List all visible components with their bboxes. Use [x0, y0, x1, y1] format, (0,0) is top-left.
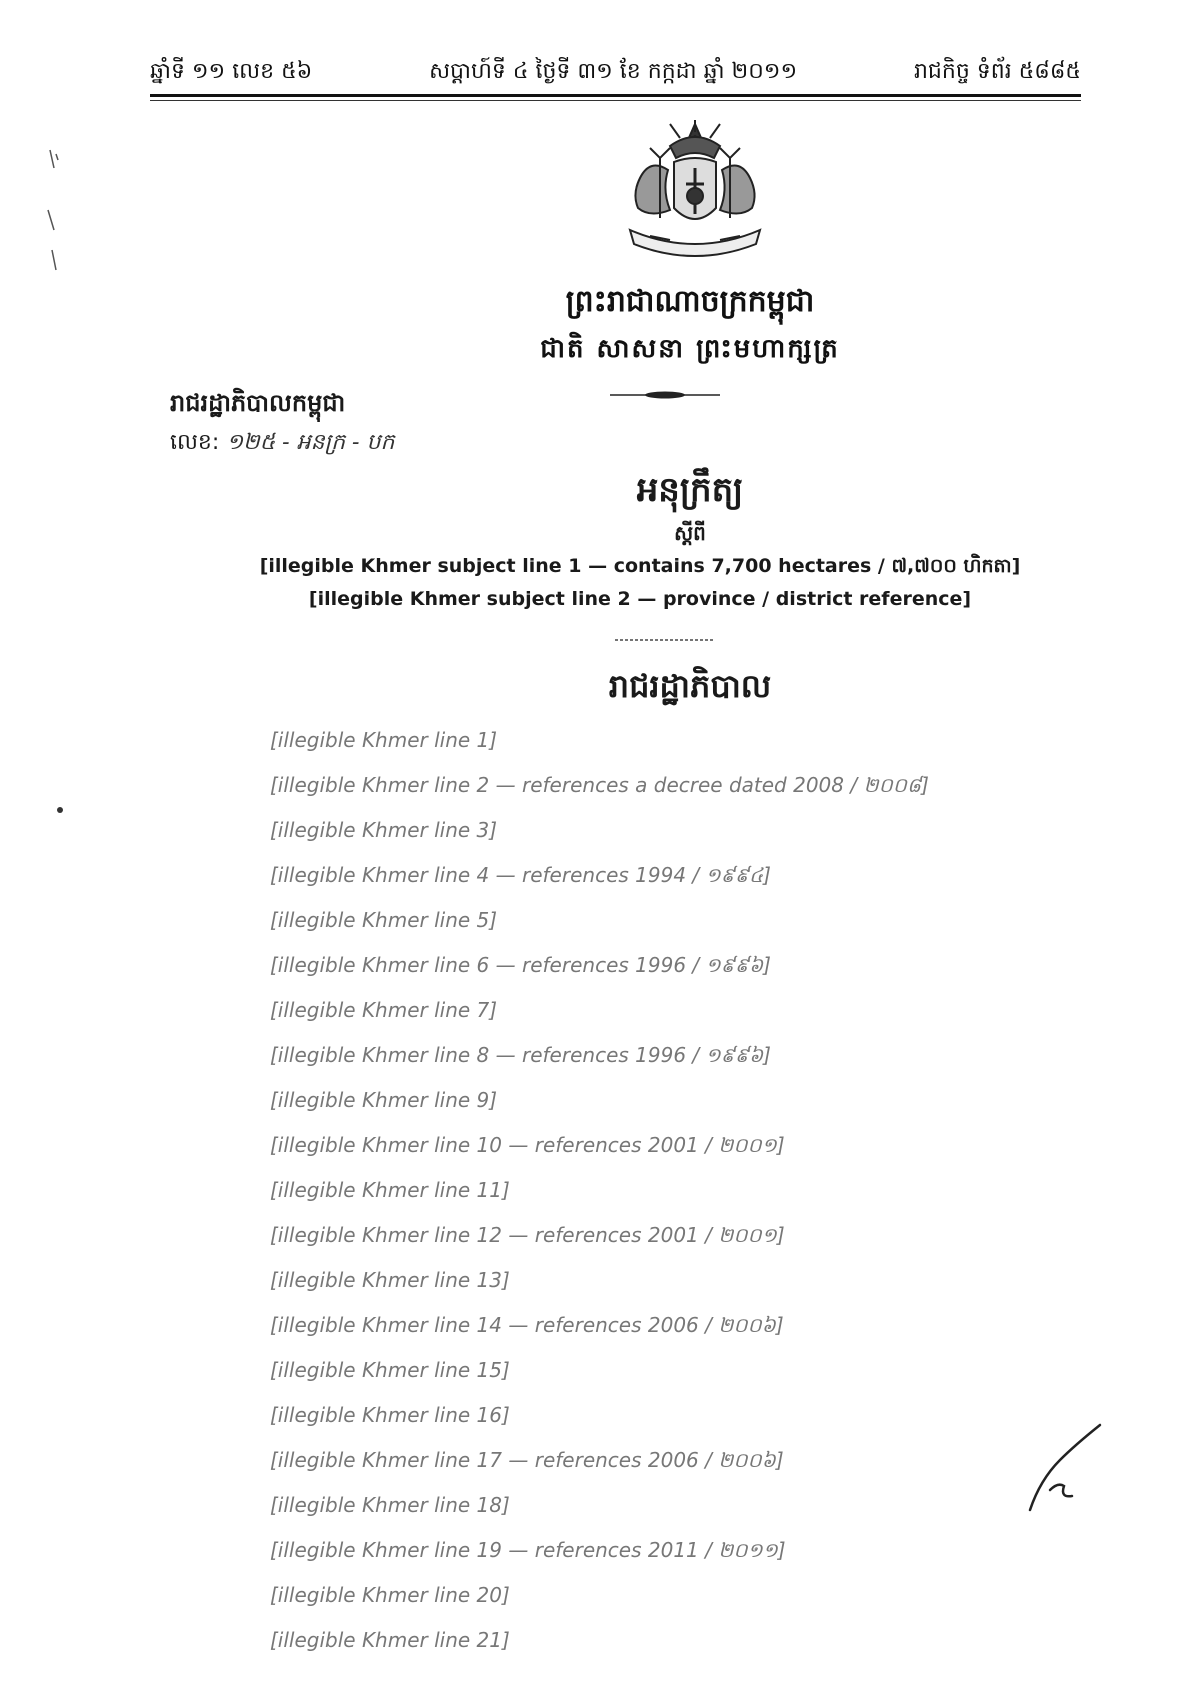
issuing-authority: រាជរដ្ឋាភិបាលកម្ពុជា — [170, 389, 346, 417]
handwritten-initial-signature — [1020, 1420, 1110, 1520]
body-line: [illegible Khmer line 18] — [270, 1493, 510, 1517]
header-rule-thick — [150, 94, 1081, 97]
scan-artifact-dot — [50, 800, 70, 820]
document-number — [170, 428, 510, 460]
body-line: [illegible Khmer line 2 — references a decree dated 2008 / ២០០៨] — [270, 773, 929, 797]
document-about: ស្តីពី — [674, 521, 706, 545]
document-body — [270, 718, 1070, 1663]
ornament-divider-small — [615, 636, 715, 644]
body-line: [illegible Khmer line 20] — [270, 1583, 510, 1607]
document-number-label: លេខ: — [170, 430, 220, 455]
header-date: សប្តាហ៍ទី ៤ ថ្ងៃទី ៣១ ខែ កក្កដា ឆ្នាំ ២០១១ — [429, 59, 798, 84]
body-line: [illegible Khmer line 15] — [270, 1358, 510, 1382]
header-page-number: រាជកិច្ច ទំព័រ ៥៨៨៥ — [913, 59, 1081, 84]
national-motto: ជាតិ សាសនា ព្រះមហាក្សត្រ — [540, 334, 840, 364]
body-line: [illegible Khmer line 6 — references 1996 / ១៩៩៦] — [270, 953, 771, 977]
section-heading: រាជរដ្ឋាភិបាល — [608, 667, 772, 705]
royal-coat-of-arms-icon — [610, 118, 780, 268]
document-type: អនុក្រឹត្យ — [636, 470, 744, 510]
body-line: [illegible Khmer line 1] — [270, 728, 498, 752]
body-line: [illegible Khmer line 11] — [270, 1178, 510, 1202]
body-line: [illegible Khmer line 8 — references 1996 / ១៩៩៦] — [270, 1043, 771, 1067]
scan-artifact-marks — [20, 140, 70, 280]
body-line: [illegible Khmer line 17 — references 2006 / ២០០៦] — [270, 1448, 784, 1472]
body-line: [illegible Khmer line 13] — [270, 1268, 510, 1292]
body-line: [illegible Khmer line 16] — [270, 1403, 510, 1427]
ornament-divider — [610, 390, 720, 400]
body-line: [illegible Khmer line 19 — references 2011 / ២០១១] — [270, 1538, 786, 1562]
body-line: [illegible Khmer line 5] — [270, 908, 498, 932]
running-header — [150, 56, 1081, 90]
body-line: [illegible Khmer line 12 — references 2001 / ២០០១] — [270, 1223, 785, 1247]
body-line: [illegible Khmer line 21] — [270, 1628, 510, 1652]
body-line: [illegible Khmer line 10 — references 2001 / ២០០១] — [270, 1133, 785, 1157]
body-line: [illegible Khmer line 3] — [270, 818, 498, 842]
body-line: [illegible Khmer line 4 — references 1994 / ១៩៩៤] — [270, 863, 771, 887]
body-line: [illegible Khmer line 9] — [270, 1088, 498, 1112]
kingdom-name: ព្រះរាជាណាចក្រកម្ពុជា — [565, 284, 815, 319]
body-line: [illegible Khmer line 7] — [270, 998, 498, 1022]
document-subject-line-2: [illegible Khmer subject line 2 — province / district reference] — [308, 588, 972, 610]
body-line: [illegible Khmer line 14 — references 2006 / ២០០៦] — [270, 1313, 784, 1337]
document-subject-line-1: [illegible Khmer subject line 1 — contains 7,700 hectares / ៧,៧០០ ហិកតា] — [259, 555, 1021, 577]
header-rule-thin — [150, 100, 1081, 101]
header-issue: ឆ្នាំទី ១១ លេខ ៥៦ — [150, 59, 313, 84]
document-number-value: ១២៥ - អនក្រ - បក — [226, 430, 395, 455]
